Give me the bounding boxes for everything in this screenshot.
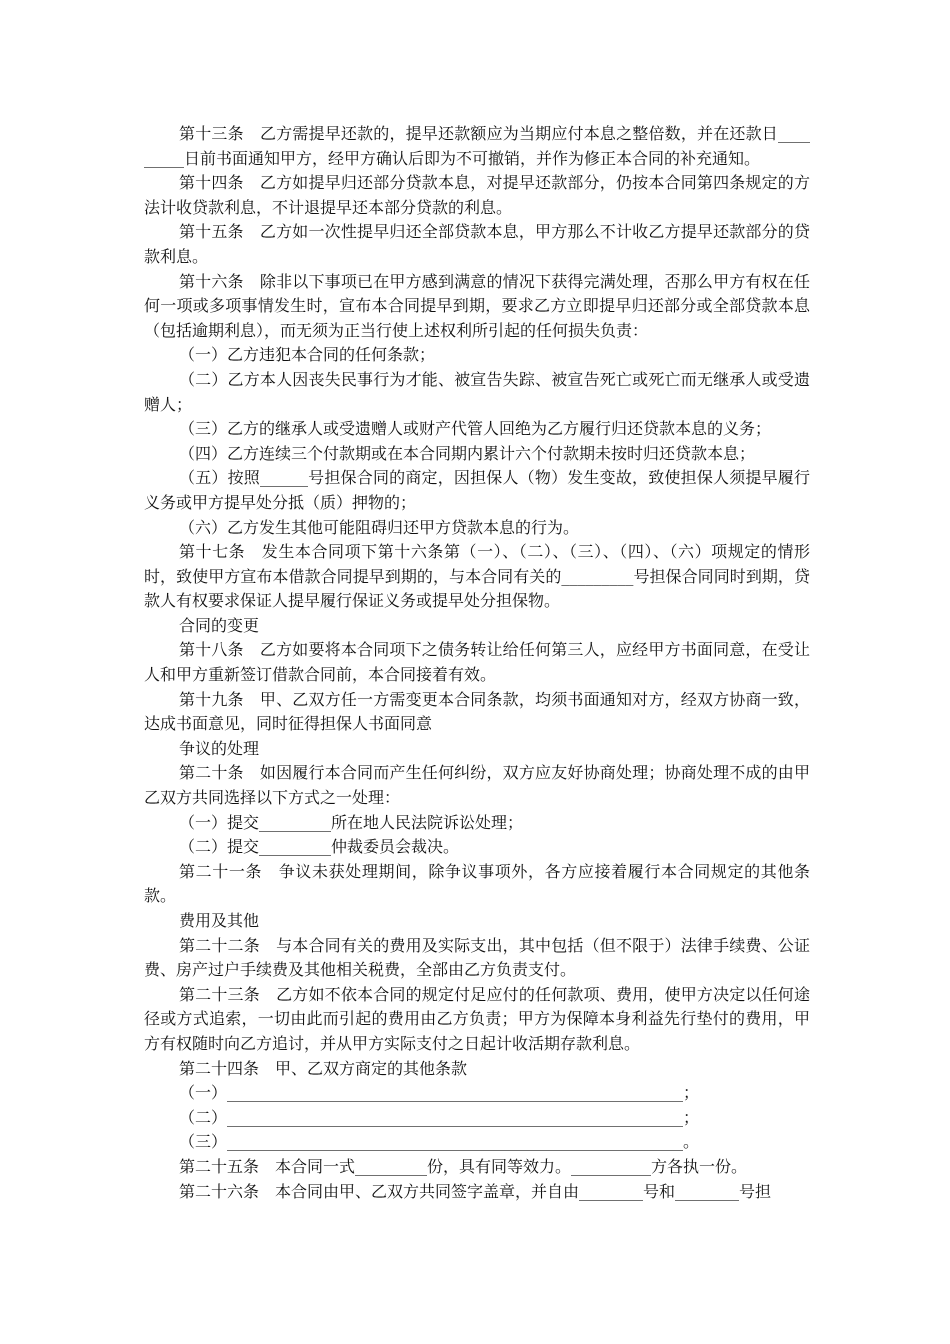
clause-22: 第二十二条 与本合同有关的费用及实际支出，其中包括（但不限于）法律手续费、公证费、房产过户手续费及其他相关税费，全部由乙方负责支付。	[144, 935, 810, 980]
clause-15: 第十五条 乙方如一次性提早归还全部贷款本息，甲方那么不计收乙方提早还款部分的贷款利息。	[144, 222, 810, 266]
clause-16-item-6: （六）乙方发生其他可能阻碍归还甲方贷款本息的行为。	[179, 517, 580, 537]
section-heading-fees: 费用及其他	[179, 911, 260, 930]
clause-24-item-2: （二）_________________________________________________________；	[179, 1107, 700, 1127]
clause-24: 第二十四条 甲、乙双方商定的其他条款	[179, 1058, 468, 1078]
section-heading-contract-change: 合同的变更	[179, 615, 260, 635]
clause-24-item-3: （三）_________________________________________________________。	[179, 1132, 700, 1152]
clause-25: 第二十五条 本合同一式_________份，具有同等效力。__________方各执一份。	[179, 1156, 748, 1176]
clause-16-item-2: （二）乙方本人因丧失民事行为才能、被宣告失踪、被宣告死亡或死亡而无继承人或受遗赠人；	[144, 369, 810, 414]
clause-18: 第十八条 乙方如要将本合同项下之债务转让给任何第三人，应经甲方书面同意，在受让人和甲方重新签订借款合同前，本合同接着有效。	[144, 640, 810, 685]
clause-24-item-1: （一）_________________________________________________________；	[179, 1083, 700, 1103]
clause-16-item-5: （五）按照______号担保合同的商定，因担保人（物）发生变故，致使担保人须提早履行义务或甲方提早处分抵（质）押物的；	[144, 468, 810, 512]
clause-13: 第十三条 乙方需提早还款的，提早还款额应为当期应付本息之整倍数，并在还款日_________日前书面通知甲方，经甲方确认后即为不可撤销，并作为修正本合同的补充通知。	[144, 124, 810, 168]
clause-16-item-3: （三）乙方的继承人或受遗赠人或财产代管人回绝为乙方履行归还贷款本息的义务；	[179, 419, 772, 439]
clause-14: 第十四条 乙方如提早归还部分贷款本息，对提早还款部分，仍按本合同第四条规定的方法计收贷款利息，不计退提早还本部分贷款的利息。	[144, 173, 810, 217]
clause-19: 第十九条 甲、乙双方任一方需变更本合同条款，均须书面通知对方，经双方协商一致，达成书面意见，同时征得担保人书面同意	[144, 689, 810, 734]
clause-16-item-4: （四）乙方连续三个付款期或在本合同期内累计六个付款期未按时归还贷款本息；	[179, 443, 756, 463]
clause-17: 第十七条 发生本合同项下第十六条第（一）、（二）、（三）、（四）、（六）项规定的情形时，致使甲方宣布本借款合同提早到期的，与本合同有关的_________号担保合同同时到期，贷款人有权要求保证人提早履行保证义务或提早处分担保物。	[144, 542, 810, 611]
clause-20-item-1: （一）提交_________所在地人民法院诉讼处理；	[179, 812, 524, 832]
clause-16: 第十六条 除非以下事项已在甲方感到满意的情况下获得完满处理，否那么甲方有权在任何一项或多项事情发生时，宣布本合同提早到期，要求乙方立即提早归还部分或全部贷款本息（包括逾期利息），而无须为正当行使上述权利所引起的任何损失负责：	[144, 271, 810, 340]
clause-16-item-1: （一）乙方违犯本合同的任何条款；	[179, 345, 436, 365]
clause-21: 第二十一条 争议未获处理期间，除争议事项外，各方应接着履行本合同规定的其他条款。	[144, 861, 810, 906]
clause-23: 第二十三条 乙方如不依本合同的规定付足应付的任何款项、费用，使甲方决定以任何途径或方式追索，一切由此而引起的费用由乙方负责；甲方为保障本身利益先行垫付的费用，甲方有权随时向乙方追讨，并从甲方实际支付之日起计收活期存款利息。	[144, 984, 810, 1053]
clause-20-item-2: （二）提交_________仲裁委员会裁决。	[179, 837, 460, 857]
section-heading-dispute: 争议的处理	[179, 738, 260, 758]
clause-20: 第二十条 如因履行本合同而产生任何纠纷，双方应友好协商处理；协商处理不成的由甲乙双方共同选择以下方式之一处理：	[144, 763, 810, 808]
clause-26: 第二十六条 本合同由甲、乙双方共同签字盖章，并自由________号和________号担	[179, 1181, 772, 1201]
